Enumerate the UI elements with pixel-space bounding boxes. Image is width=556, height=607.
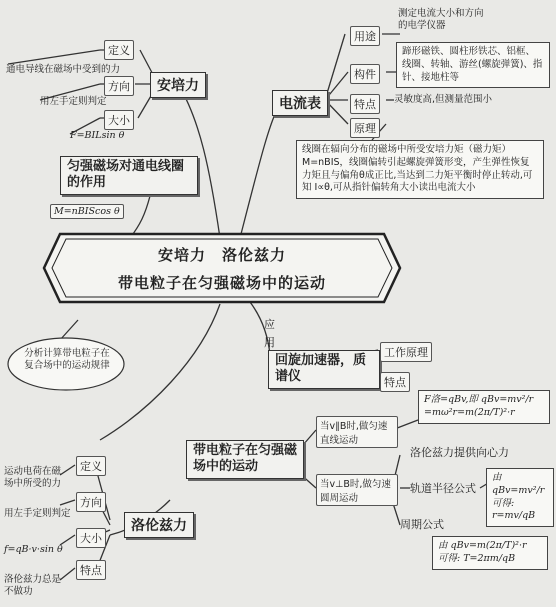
motion-parallel: 当v∥B时,做匀速直线运动 — [316, 416, 398, 448]
period-formula-box — [432, 536, 548, 570]
coil-torque-hub: 匀强磁场对通电线圈的作用 — [60, 156, 198, 195]
center-title-banner — [42, 232, 402, 304]
ammeter-feature-label: 特点 — [350, 94, 380, 114]
center-title-line2: 带电粒子在匀强磁场中的运动 — [117, 274, 326, 292]
lorentz-feature-text: 洛伦兹力总是不做功 — [4, 574, 62, 597]
radius-label: 轨道半径公式 — [410, 482, 476, 495]
center-title-line1: 安培力 洛伦兹力 — [157, 246, 286, 264]
coil-torque-formula: M=nBIScos θ — [50, 204, 124, 219]
centripetal-formula-2: =mω²r=m(2π/T)²·r — [424, 406, 515, 418]
lorentz-definition-label: 定义 — [76, 456, 106, 476]
ammeter-use-label: 用途 — [350, 26, 380, 46]
centripetal-formula-box — [418, 390, 550, 424]
motion-perpendicular: 当v⊥B时,做匀速圆周运动 — [316, 474, 398, 506]
lorentz-magnitude-label: 大小 — [76, 528, 106, 548]
lorentz-direction-label: 方向 — [76, 492, 106, 512]
ammeter-structure-label: 构件 — [350, 64, 380, 84]
period-formula-2: 可得: T=2πm/qB — [438, 552, 516, 564]
cyclotron-feature-label: 特点 — [380, 372, 410, 392]
cyclotron-hub: 回旋加速器，质谱仪 — [268, 350, 380, 389]
ammeter-principle-text: 线圈在辐向分布的磁场中所受安培力矩（磁力矩）M=nBIS，线圈偏转引起螺旋弹簧形变，产生弹性恢复力矩且与偏角θ成正比,当达到二力矩平衡时停止转动,可知 I∝θ,可从指针偏转角大小读出电流大小 — [296, 140, 544, 199]
radius-formula-2: 可得: r=mv/qB — [492, 497, 536, 522]
motion-hub: 带电粒子在匀强磁场中的运动 — [186, 440, 304, 479]
ampere-definition-text: 通电导线在磁场中受到的力 — [6, 64, 121, 75]
ampere-force-hub: 安培力 — [150, 72, 206, 98]
ammeter-feature-text: 灵敏度高,但测量范围小 — [394, 94, 493, 105]
ammeter-principle-label: 原理 — [350, 118, 380, 138]
lorentz-definition-text: 运动电荷在磁场中所受的力 — [4, 466, 62, 489]
application-label-1: 应 — [264, 318, 275, 331]
radius-formula-1: 由 qBv=mv²/r — [492, 472, 545, 496]
lorentz-magnitude-formula: f=qB·v·sin θ — [4, 544, 63, 555]
centripetal-formula-1: F洛=qBv,即 qBv=mv²/r — [424, 394, 534, 405]
radius-formula-box — [486, 468, 554, 527]
period-label: 周期公式 — [400, 518, 444, 531]
lorentz-direction-text: 用左手定则判定 — [4, 508, 71, 519]
lorentz-force-hub: 洛伦兹力 — [124, 512, 194, 538]
ampere-magnitude-label: 大小 — [104, 110, 134, 130]
ampere-direction-text: 用左手定则判定 — [40, 96, 107, 107]
period-formula-1: 由 qBv=m(2π/T)²·r — [438, 540, 527, 551]
ampere-definition-label: 定义 — [104, 40, 134, 60]
ammeter-structure-text: 蹄形磁铁、圆柱形铁芯、铝框、线圈、转轴、游丝(螺旋弹簧)、指针、接地柱等 — [396, 42, 550, 88]
cyclotron-principle-label: 工作原理 — [380, 342, 432, 362]
ampere-magnitude-formula: F=BILsin θ — [70, 130, 125, 141]
ammeter-use-text: 测定电流大小和方向的电学仪器 — [398, 8, 484, 31]
ampere-direction-label: 方向 — [104, 76, 134, 96]
analysis-note-text: 分析计算带电粒子在复合场中的运动规律 — [24, 348, 110, 371]
application-label-2: 用 — [264, 336, 275, 349]
ammeter-hub: 电流表 — [272, 90, 328, 116]
centripetal-text: 洛伦兹力提供向心力 — [410, 446, 509, 459]
lorentz-feature-label: 特点 — [76, 560, 106, 580]
banner-shape — [42, 232, 402, 304]
